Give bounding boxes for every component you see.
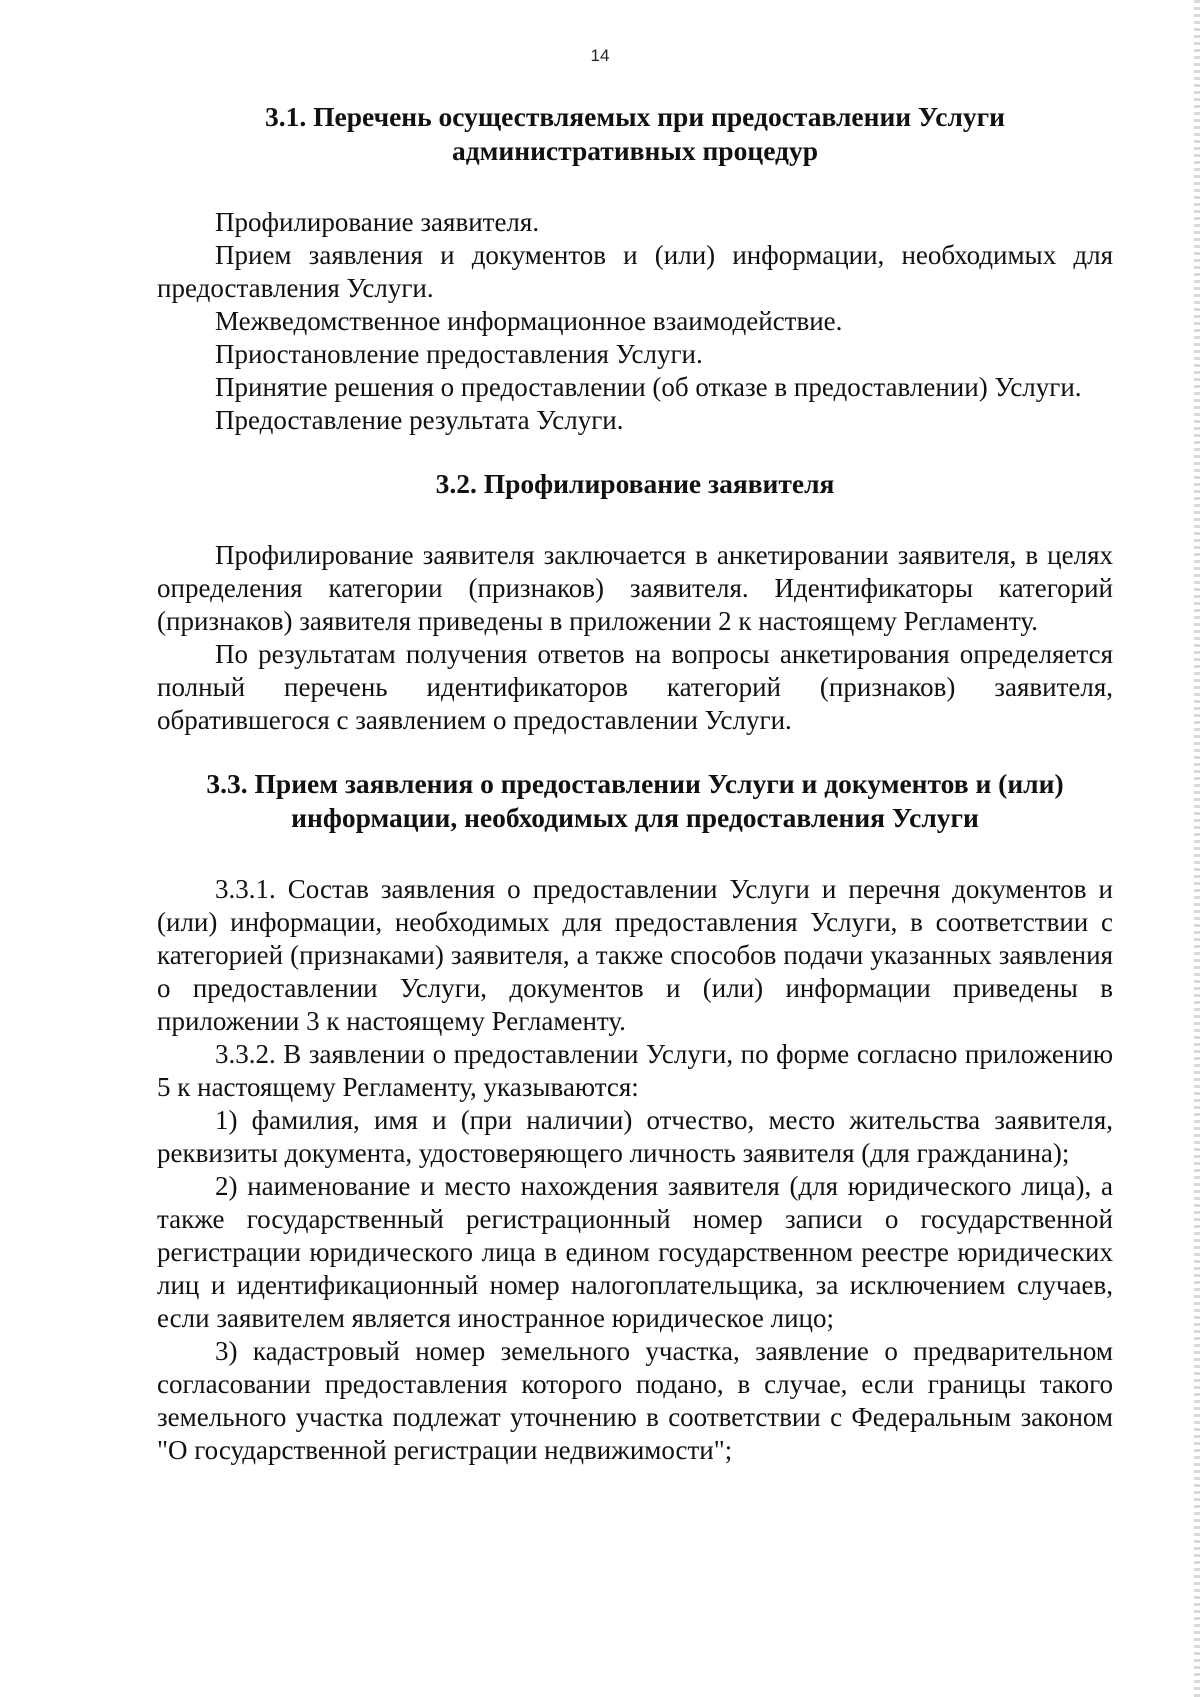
heading-line: 3.1. Перечень осуществляемых при предоставлении Услуги	[265, 101, 1005, 132]
paragraph: 2) наименование и место нахождения заявителя (для юридического лица), а также государственный регистрационный номер записи о государственной регистрации юридического лица в едином государственном реестре юридических лиц и идентификационный номер налогоплательщика, за исключением случаев, если заявителем является иностранное юридическое лицо;	[157, 1171, 1113, 1333]
section-heading	[157, 467, 1113, 501]
heading-line: 3.3. Прием заявления о предоставлении Услуги и документов и (или)	[206, 768, 1064, 799]
paragraph: 3.3.2. В заявлении о предоставлении Услуги, по форме согласно приложению 5 к настоящему Регламенту, указываются:	[157, 1039, 1113, 1102]
document-body	[157, 100, 1113, 1467]
heading-line: 3.2. Профилирование заявителя	[435, 468, 835, 499]
paragraph: Предоставление результата Услуги.	[215, 405, 624, 435]
paragraph: Межведомственное информационное взаимодействие.	[215, 306, 843, 336]
paragraph: Приостановление предоставления Услуги.	[215, 339, 703, 369]
paragraph: Принятие решения о предоставлении (об отказе в предоставлении) Услуги.	[215, 372, 1082, 402]
spacer	[157, 835, 1113, 873]
paragraph: По результатам получения ответов на вопросы анкетирования определяется полный перечень идентификаторов категорий (признаков) заявителя, обратившегося с заявлением о предоставлении Услуги.	[157, 639, 1113, 735]
paragraph: Профилирование заявителя заключается в анкетировании заявителя, в целях определения категории (признаков) заявителя. Идентификаторы категорий (признаков) заявителя приведены в приложении 2 к настоящему Регламенту.	[157, 540, 1113, 636]
heading-line: административных процедур	[452, 135, 818, 166]
spacer	[157, 501, 1113, 539]
paragraph: 1) фамилия, имя и (при наличии) отчество, место жительства заявителя, реквизиты документа, удостоверяющего личность заявителя (для гражданина);	[157, 1105, 1113, 1168]
spacer	[157, 737, 1113, 767]
section-heading	[157, 100, 1113, 168]
section-3-2	[157, 467, 1113, 737]
heading-line: информации, необходимых для предоставления Услуги	[291, 802, 979, 833]
spacer	[157, 437, 1113, 467]
paragraph: Профилирование заявителя.	[215, 207, 540, 237]
section-3-3	[157, 767, 1113, 1467]
paragraph: 3) кадастровый номер земельного участка, заявление о предварительном согласовании предоставления которого подано, в случае, если границы такого земельного участка подлежат уточнению в соответствии с Федеральным законом "О государственной регистрации недвижимости";	[157, 1336, 1113, 1465]
section-heading	[157, 767, 1113, 835]
spacer	[157, 168, 1113, 206]
scan-edge	[1194, 0, 1200, 1697]
page-number: 14	[590, 46, 610, 65]
section-3-1	[157, 100, 1113, 437]
paragraph: Прием заявления и документов и (или) информации, необходимых для предоставления Услуги.	[157, 240, 1113, 303]
paragraph: 3.3.1. Состав заявления о предоставлении Услуги и перечня документов и (или) информации, необходимых для предоставления Услуги, в соответствии с категорией (признаками) заявителя, а также способов подачи указанных заявления о предоставлении Услуги, документов и (или) информации приведены в приложении 3 к настоящему Регламенту.	[157, 874, 1113, 1036]
